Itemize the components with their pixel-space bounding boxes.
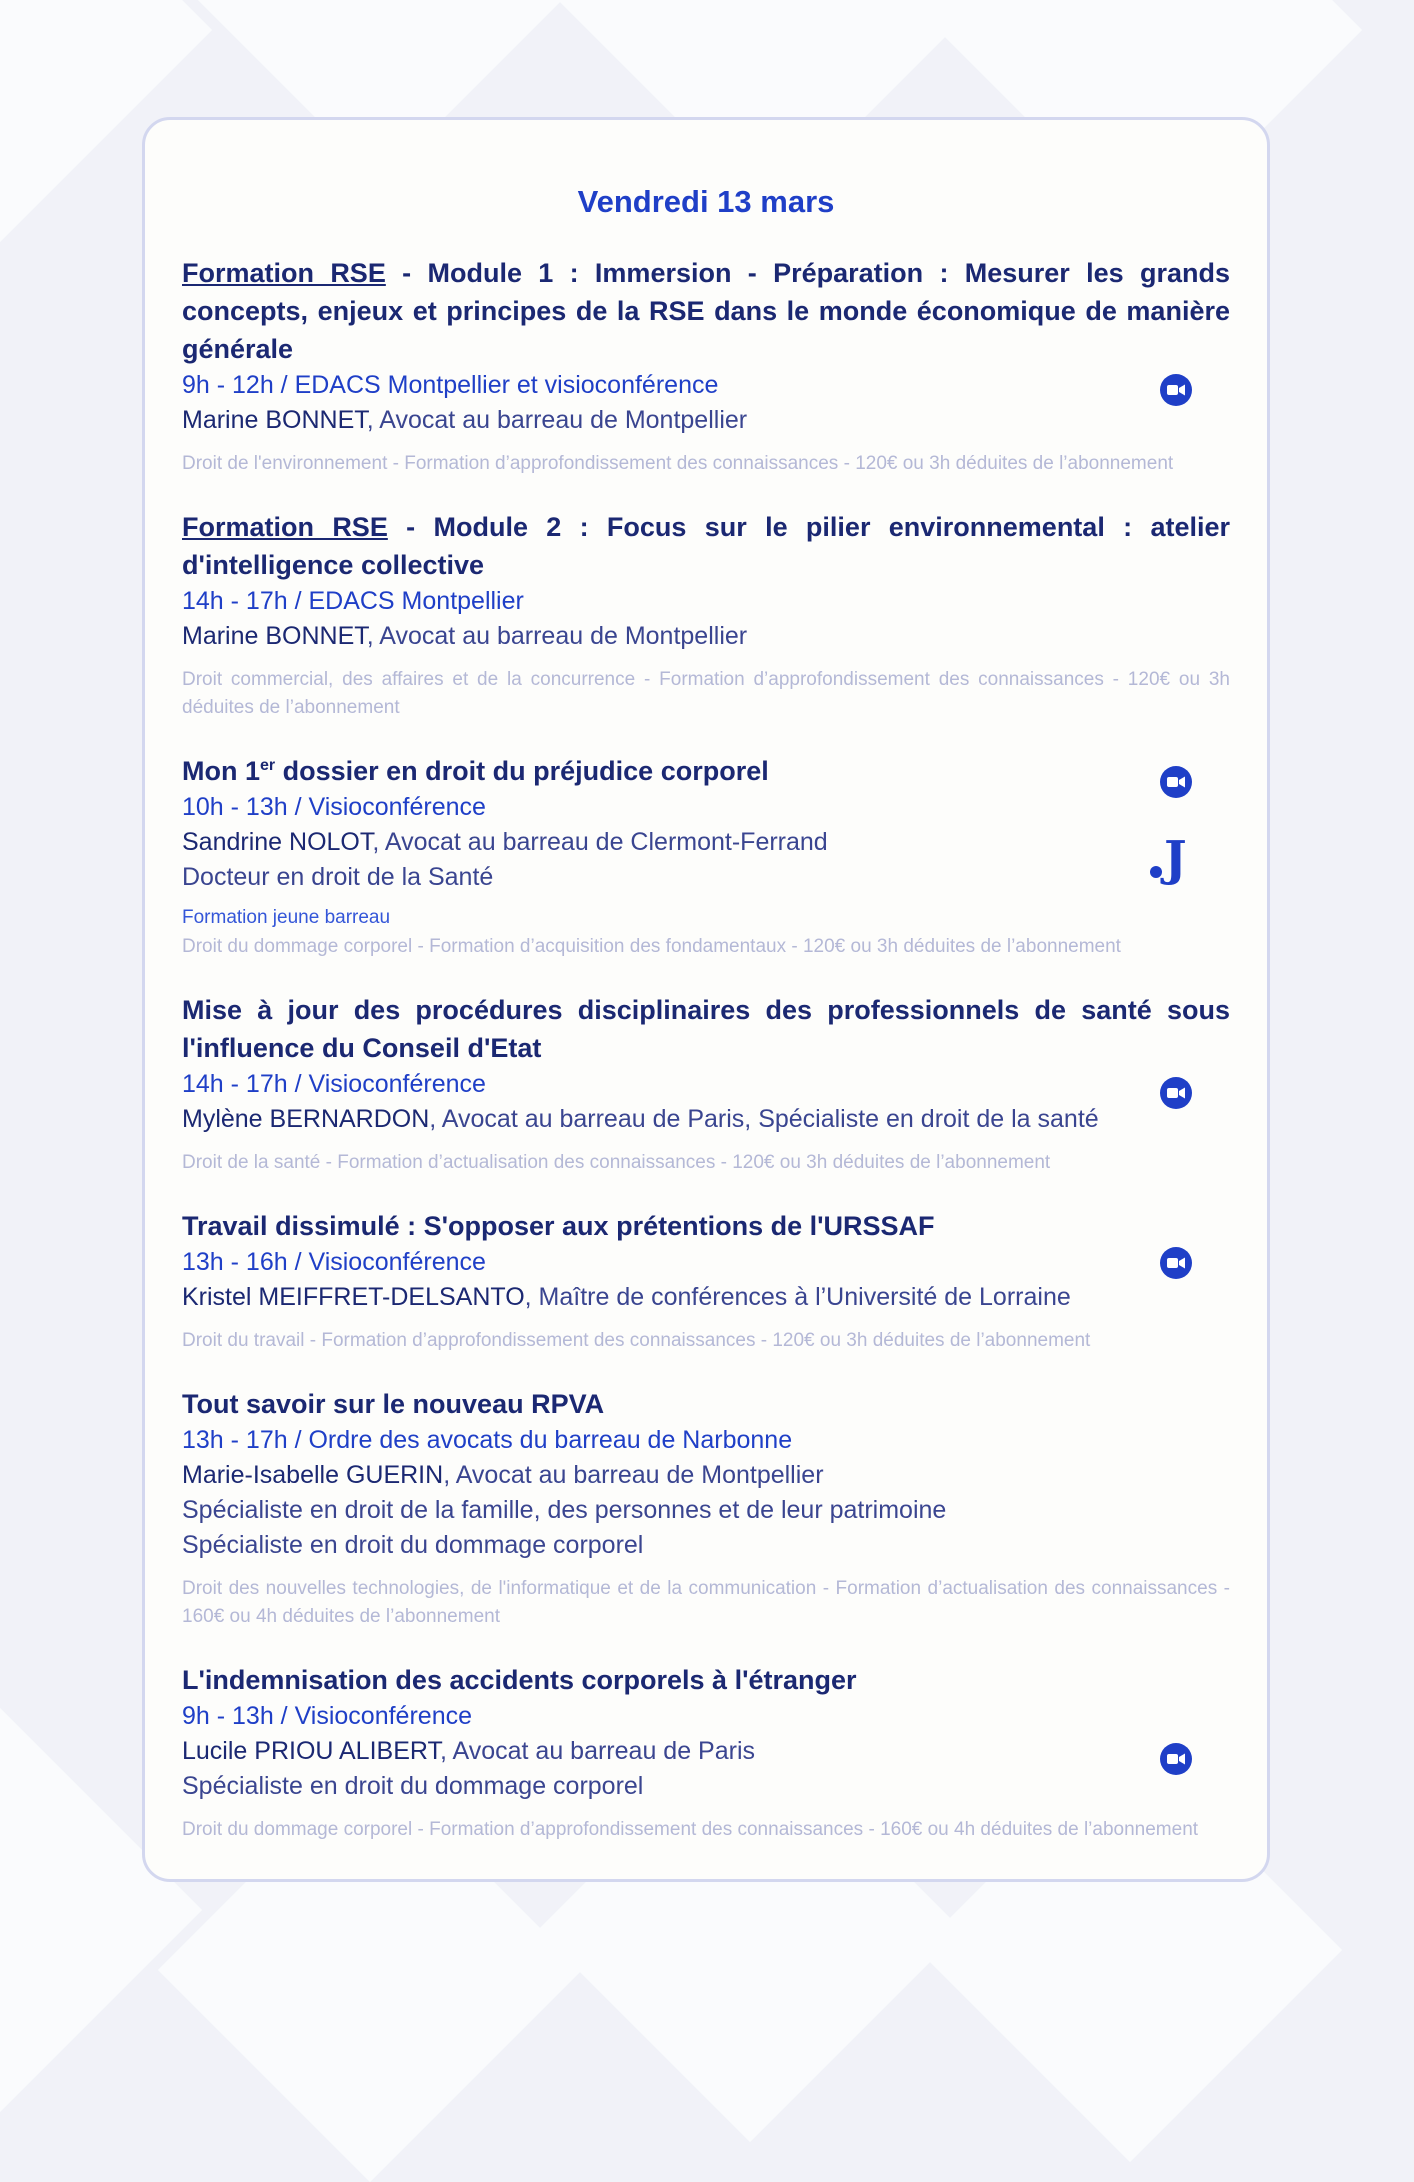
session-title-link[interactable]: Formation RSE bbox=[182, 258, 386, 288]
session-title-text: dossier en droit du préjudice corporel bbox=[275, 756, 769, 786]
speaker-name: Lucile PRIOU ALIBERT bbox=[182, 1737, 440, 1765]
session-speaker bbox=[182, 1280, 1230, 1315]
session-item bbox=[182, 991, 1230, 1177]
session-meta: Droit du dommage corporel - Formation d’approfondissement des connaissances - 160€ ou 4h déduites de l’abonnement bbox=[182, 1819, 1199, 1840]
session-time-location: 9h - 13h / Visioconférence bbox=[182, 1702, 473, 1730]
session-meta: Droit de l'environnement - Formation d’approfondissement des connaissances - 120€ ou 3h déduites de l’abonnement bbox=[182, 453, 1174, 474]
session-item bbox=[182, 254, 1230, 478]
speaker-role: , Avocat au barreau de Paris bbox=[439, 1737, 755, 1765]
session-title bbox=[182, 752, 1230, 790]
page-title: Vendredi 13 mars bbox=[577, 184, 835, 219]
session-item bbox=[182, 1207, 1230, 1355]
session-time-location: 14h - 17h / Visioconférence bbox=[182, 1070, 486, 1098]
video-camera-icon bbox=[1160, 1247, 1192, 1279]
session-title-text: Mon 1 bbox=[182, 756, 260, 786]
speaker-name: Marine BONNET bbox=[182, 406, 367, 434]
session-title-text: - Module 2 : Focus sur le pilier environnemental : atelier d'intelligence collective bbox=[182, 512, 1230, 580]
video-camera-icon bbox=[1160, 1077, 1192, 1109]
session-time-location: 13h - 16h / Visioconférence bbox=[182, 1248, 486, 1276]
speaker-role: , Avocat au barreau de Paris, Spécialiste en droit de la santé bbox=[429, 1105, 1099, 1133]
speaker-credential: Spécialiste en droit du dommage corporel bbox=[182, 1772, 644, 1800]
speaker-name: Kristel MEIFFRET-DELSANTO bbox=[182, 1283, 525, 1311]
session-title bbox=[182, 254, 1230, 368]
session-speaker bbox=[182, 403, 1230, 438]
session-meta: Droit de la santé - Formation d’actualisation des connaissances - 120€ ou 3h déduites de l’abonnement bbox=[182, 1152, 1051, 1173]
title-superscript: er bbox=[260, 757, 276, 774]
session-speaker bbox=[182, 825, 1230, 860]
session-speaker bbox=[182, 619, 1230, 654]
young-bar-label: Formation jeune barreau bbox=[182, 907, 391, 928]
video-camera-icon bbox=[1160, 766, 1192, 798]
session-meta: Droit commercial, des affaires et de la concurrence - Formation d’approfondissement des connaissances - 120€ ou 3h déduites de l’abonnement bbox=[182, 669, 1230, 718]
session-meta: Droit du travail - Formation d’approfondissement des connaissances - 120€ ou 3h déduites de l’abonnement bbox=[182, 1330, 1091, 1351]
session-time-location: 9h - 12h / EDACS Montpellier et visioconférence bbox=[182, 371, 719, 399]
speaker-credential: Spécialiste en droit de la famille, des personnes et de leur patrimoine bbox=[182, 1496, 947, 1524]
speaker-role: , Avocat au barreau de Montpellier bbox=[443, 1461, 824, 1489]
session-title-text: - Module 1 : Immersion - Préparation : Mesurer les grands concepts, enjeux et principes de la RSE dans le monde économique de manière générale bbox=[182, 258, 1231, 364]
session-title: Tout savoir sur le nouveau RPVA bbox=[182, 1389, 605, 1419]
speaker-name: Marie-Isabelle GUERIN bbox=[182, 1461, 444, 1489]
session-item bbox=[182, 508, 1230, 722]
speaker-name: Sandrine NOLOT bbox=[182, 828, 373, 856]
speaker-role: , Avocat au barreau de Montpellier bbox=[366, 622, 748, 650]
session-meta: Droit du dommage corporel - Formation d’acquisition des fondamentaux - 120€ ou 3h déduites de l’abonnement bbox=[182, 936, 1121, 957]
session-time-location: 14h - 17h / EDACS Montpellier bbox=[182, 587, 524, 615]
session-speaker bbox=[182, 1458, 1230, 1493]
session-title bbox=[182, 508, 1230, 584]
session-item bbox=[182, 1661, 1230, 1844]
session-item bbox=[182, 1385, 1230, 1631]
speaker-credential: Docteur en droit de la Santé bbox=[182, 863, 494, 891]
session-title-link[interactable]: Formation RSE bbox=[182, 512, 388, 542]
speaker-name: Mylène BERNARDON bbox=[182, 1105, 430, 1133]
speaker-name: Marine BONNET bbox=[182, 622, 367, 650]
session-time-location: 10h - 13h / Visioconférence bbox=[182, 793, 486, 821]
video-camera-icon bbox=[1160, 1743, 1192, 1775]
session-time-location: 13h - 17h / Ordre des avocats du barreau de Narbonne bbox=[182, 1426, 793, 1454]
session-speaker bbox=[182, 1102, 1230, 1137]
agenda-card bbox=[142, 117, 1270, 1882]
speaker-role: , Maître de conférences à l’Université de Lorraine bbox=[524, 1283, 1071, 1311]
speaker-role: , Avocat au barreau de Montpellier bbox=[366, 406, 748, 434]
session-title: Mise à jour des procédures disciplinaires des professionnels de santé sous l'influence du Conseil d'Etat bbox=[182, 995, 1230, 1063]
speaker-credential: Spécialiste en droit du dommage corporel bbox=[182, 1531, 644, 1559]
session-title: Travail dissimulé : S'opposer aux prétentions de l'URSSAF bbox=[182, 1211, 935, 1241]
session-meta: Droit des nouvelles technologies, de l'informatique et de la communication - Formation d’actualisation des connaissances - 160€ ou 4h déduites de l’abonnement bbox=[182, 1578, 1230, 1627]
video-camera-icon bbox=[1160, 374, 1192, 406]
session-item bbox=[182, 752, 1230, 961]
session-speaker bbox=[182, 1734, 1230, 1769]
speaker-role: , Avocat au barreau de Clermont-Ferrand bbox=[372, 828, 828, 856]
session-title: L'indemnisation des accidents corporels à l'étranger bbox=[182, 1665, 857, 1695]
jeune-barreau-j-icon: J bbox=[1150, 834, 1192, 884]
